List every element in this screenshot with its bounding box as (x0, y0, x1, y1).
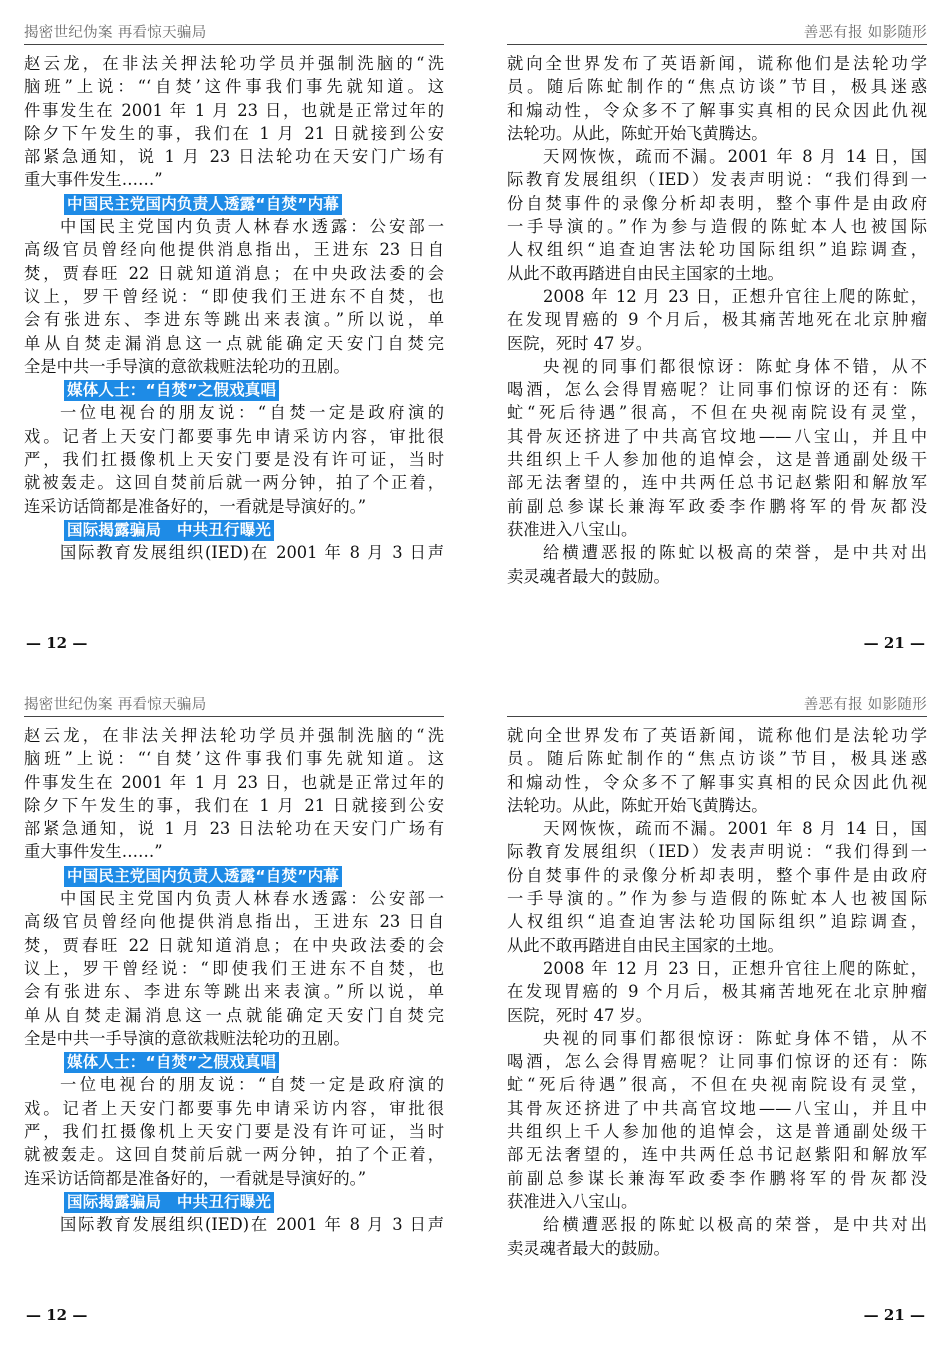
text-line: 和煽动性，令众多不了解事实真相的民众因此仇视 (507, 100, 927, 120)
paragraph-first-line: 一位电视台的朋友说：“自焚一定是政府演的 (60, 1075, 444, 1095)
text-line: 喝酒，怎么会得胃癌呢？让同事们惊讶的还有：陈 (507, 380, 927, 400)
section-heading-row (24, 378, 444, 401)
text-line: 全是中共一手导演的意欲栽赃法轮功的丑剧。 (24, 356, 350, 376)
paragraph-first-line: 2008 年 12 月 23 日，正想升官往上爬的陈虻， (543, 286, 927, 306)
text-line: 就被轰走。这回自焚前后就一两分钟，拍了个正着， (24, 473, 444, 493)
text-line: 除夕下午发生的事，我们在 1 月 21 日就接到公安 (24, 123, 444, 143)
text-line: 部紧急通知，说 1 月 23 日法轮功在天安门广场有 (24, 819, 444, 839)
text-line: 和煽动性，令众多不了解事实真相的民众因此仇视 (507, 772, 927, 792)
paragraph-first-line: 一位电视台的朋友说：“自焚一定是政府演的 (60, 403, 444, 423)
text-line: 虻“死后待遇”很高，不但在央视南院设有灵堂， (507, 1075, 927, 1095)
text-line: 前副总参谋长兼海军政委李作鹏将军的骨灰都没 (507, 496, 927, 516)
text-line: 连采访话筒都是准备好的，一看就是导演好的。” (24, 1168, 367, 1188)
text-line: 重大事件发生……” (24, 842, 163, 862)
page-12 (24, 672, 444, 1344)
text-line: 议上，罗干曾经说：“即使我们王进东不自焚，也 (24, 286, 444, 306)
text-line: 获准进入八宝山。 (507, 519, 638, 539)
text-line: 从此不敢再踏进自由民主国家的土地。 (507, 263, 784, 283)
text-line: 赵云龙，在非法关押法轮功学员并强制洗脑的“洗 (24, 54, 444, 73)
text-line: 员。随后陈虻制作的“焦点访谈”节目，极具迷惑 (507, 749, 927, 769)
text-line: 会有张进东、李进东等跳出来表演。”所以说，单 (24, 310, 444, 330)
page-number: — 12 — (26, 634, 88, 652)
text-line: 连采访话筒都是准备好的，一看就是导演好的。” (24, 496, 367, 516)
text-line: 在发现胃癌的 9 个月后，极其痛苦地死在北京肿瘤 (507, 310, 927, 330)
paragraph-first-line: 央视的同事们都很惊讶：陈虻身体不错，从不 (543, 1028, 927, 1048)
text-line: 一手导演的。”作为参与造假的陈虻本人也被国际 (507, 889, 927, 909)
text-line: 部紧急通知，说 1 月 23 日法轮功在天安门广场有 (24, 147, 444, 167)
text-line: 会有张进东、李进东等跳出来表演。”所以说，单 (24, 982, 444, 1002)
text-line: 高级官员曾经向他提供消息指出，王进东 23 日自 (24, 912, 444, 932)
header-text: 善恶有报 如影随形 (803, 697, 927, 713)
section-heading-row (24, 864, 444, 887)
page-body (507, 724, 927, 1260)
section-heading-row (24, 1050, 444, 1073)
paragraph-first-line: 国际教育发展组织(IED)在 2001 年 8 月 3 日声 (60, 1215, 444, 1235)
paragraph-first-line: 国际教育发展组织(IED)在 2001 年 8 月 3 日声 (60, 543, 444, 563)
page-21 (507, 672, 927, 1344)
paragraph-first-line: 给横遭恶报的陈虻以极高的荣誉，是中共对出 (543, 1215, 927, 1235)
text-line: 喝酒，怎么会得胃癌呢？让同事们惊讶的还有：陈 (507, 1052, 927, 1072)
text-line: 虻“死后待遇”很高，不但在央视南院设有灵堂， (507, 403, 927, 423)
section-heading: 中国民主党国内负责人透露“自焚”内幕 (64, 866, 342, 887)
text-line: 在发现胃癌的 9 个月后，极其痛苦地死在北京肿瘤 (507, 982, 927, 1002)
text-line: 卖灵魂者最大的鼓励。 (507, 566, 670, 586)
page-number: — 12 — (26, 1306, 88, 1324)
text-line: 重大事件发生……” (24, 170, 163, 190)
page-spread-bottom (0, 672, 950, 1344)
text-line: 医院，死时 47 岁。 (507, 1005, 653, 1025)
text-line: 脑班”上说：“‘自焚’这件事我们事先就知道。这 (24, 77, 444, 97)
text-line: 议上，罗干曾经说：“即使我们王进东不自焚，也 (24, 958, 444, 978)
text-line: 严，我们扛摄像机上天安门要是没有许可证，当时 (24, 1122, 444, 1142)
text-line: 员。随后陈虻制作的“焦点访谈”节目，极具迷惑 (507, 77, 927, 97)
text-line: 卖灵魂者最大的鼓励。 (507, 1238, 670, 1258)
section-heading-row (24, 1190, 444, 1213)
text-line: 其骨灰还挤进了中共高官坟地——八宝山，并且中 (507, 1098, 927, 1118)
running-header-left (24, 694, 444, 717)
text-line: 赵云龙，在非法关押法轮功学员并强制洗脑的“洗 (24, 726, 444, 745)
paragraph-first-line: 中国民主党国内负责人林春水透露：公安部一 (60, 889, 444, 909)
text-line: 高级官员曾经向他提供消息指出，王进东 23 日自 (24, 240, 444, 260)
text-line: 严，我们扛摄像机上天安门要是没有许可证，当时 (24, 450, 444, 470)
text-line: 就向全世界发布了英语新闻，谎称他们是法轮功学 (507, 726, 927, 745)
running-header-right (507, 22, 927, 45)
header-text: 揭密世纪伪案 再看惊天骗局 (24, 25, 207, 41)
text-line: 从此不敢再踏进自由民主国家的土地。 (507, 935, 784, 955)
text-line: 件事发生在 2001 年 1 月 23 日，也就是正常过年的 (24, 100, 444, 120)
text-line: 法轮功。从此，陈虻开始飞黄腾达。 (507, 795, 768, 815)
text-line: 共组织上千人参加他的追悼会，这是普通副处级干 (507, 450, 927, 470)
text-line: 件事发生在 2001 年 1 月 23 日，也就是正常过年的 (24, 772, 444, 792)
text-line: 份自焚事件的录像分析却表明，整个事件是由政府 (507, 193, 927, 213)
text-line: 前副总参谋长兼海军政委李作鹏将军的骨灰都没 (507, 1168, 927, 1188)
text-line: 际教育发展组织（IED）发表声明说：“我们得到一 (507, 170, 927, 190)
section-heading: 中国民主党国内负责人透露“自焚”内幕 (64, 194, 342, 215)
paragraph-first-line: 天网恢恢，疏而不漏。2001 年 8 月 14 日，国 (543, 147, 927, 167)
text-line: 脑班”上说：“‘自焚’这件事我们事先就知道。这 (24, 749, 444, 769)
text-line: 单从自焚走漏消息这一点就能确定天安门自焚完 (24, 1005, 444, 1025)
text-line: 医院，死时 47 岁。 (507, 333, 653, 353)
text-line: 除夕下午发生的事，我们在 1 月 21 日就接到公安 (24, 795, 444, 815)
page-12 (24, 0, 444, 672)
paragraph-first-line: 给横遭恶报的陈虻以极高的荣誉，是中共对出 (543, 543, 927, 563)
text-line: 其骨灰还挤进了中共高官坟地——八宝山，并且中 (507, 426, 927, 446)
text-line: 法轮功。从此，陈虻开始飞黄腾达。 (507, 123, 768, 143)
paragraph-first-line: 天网恢恢，疏而不漏。2001 年 8 月 14 日，国 (543, 819, 927, 839)
paragraph-first-line: 中国民主党国内负责人林春水透露：公安部一 (60, 217, 444, 237)
page-body (24, 52, 444, 565)
text-line: 戏。记者上天安门都要事先申请采访内容，审批很 (24, 1098, 444, 1118)
paragraph-first-line: 2008 年 12 月 23 日，正想升官往上爬的陈虻， (543, 958, 927, 978)
page-body (24, 724, 444, 1237)
section-heading: 媒体人士：“自焚”之假戏真唱 (64, 380, 279, 401)
text-line: 际教育发展组织（IED）发表声明说：“我们得到一 (507, 842, 927, 862)
text-line: 人权组织“追查迫害法轮功国际组织”追踪调查， (507, 912, 927, 932)
text-line: 全是中共一手导演的意欲栽赃法轮功的丑剧。 (24, 1028, 350, 1048)
text-line: 戏。记者上天安门都要事先申请采访内容，审批很 (24, 426, 444, 446)
section-heading-row (24, 518, 444, 541)
section-heading-row (24, 192, 444, 215)
section-heading: 国际揭露骗局 中共丑行曝光 (64, 520, 274, 541)
text-line: 获准进入八宝山。 (507, 1191, 638, 1211)
text-line: 焚，贾春旺 22 日就知道消息；在中央政法委的会 (24, 263, 444, 283)
text-line: 部无法奢望的，连中共两任总书记赵紫阳和解放军 (507, 1145, 927, 1165)
section-heading: 国际揭露骗局 中共丑行曝光 (64, 1192, 274, 1213)
header-text: 善恶有报 如影随形 (803, 25, 927, 41)
text-line: 就被轰走。这回自焚前后就一两分钟，拍了个正着， (24, 1145, 444, 1165)
text-line: 焚，贾春旺 22 日就知道消息；在中央政法委的会 (24, 935, 444, 955)
paragraph-first-line: 央视的同事们都很惊讶：陈虻身体不错，从不 (543, 356, 927, 376)
text-line: 一手导演的。”作为参与造假的陈虻本人也被国际 (507, 217, 927, 237)
page-number: — 21 — (863, 634, 925, 652)
text-line: 就向全世界发布了英语新闻，谎称他们是法轮功学 (507, 54, 927, 73)
running-header-right (507, 694, 927, 717)
text-line: 部无法奢望的，连中共两任总书记赵紫阳和解放军 (507, 473, 927, 493)
text-line: 份自焚事件的录像分析却表明，整个事件是由政府 (507, 865, 927, 885)
page-spread-top (0, 0, 950, 672)
page-body (507, 52, 927, 588)
text-line: 共组织上千人参加他的追悼会，这是普通副处级干 (507, 1122, 927, 1142)
text-line: 人权组织“追查迫害法轮功国际组织”追踪调查， (507, 240, 927, 260)
page-21 (507, 0, 927, 672)
text-line: 单从自焚走漏消息这一点就能确定天安门自焚完 (24, 333, 444, 353)
running-header-left (24, 22, 444, 45)
header-text: 揭密世纪伪案 再看惊天骗局 (24, 697, 207, 713)
section-heading: 媒体人士：“自焚”之假戏真唱 (64, 1052, 279, 1073)
page-number: — 21 — (863, 1306, 925, 1324)
